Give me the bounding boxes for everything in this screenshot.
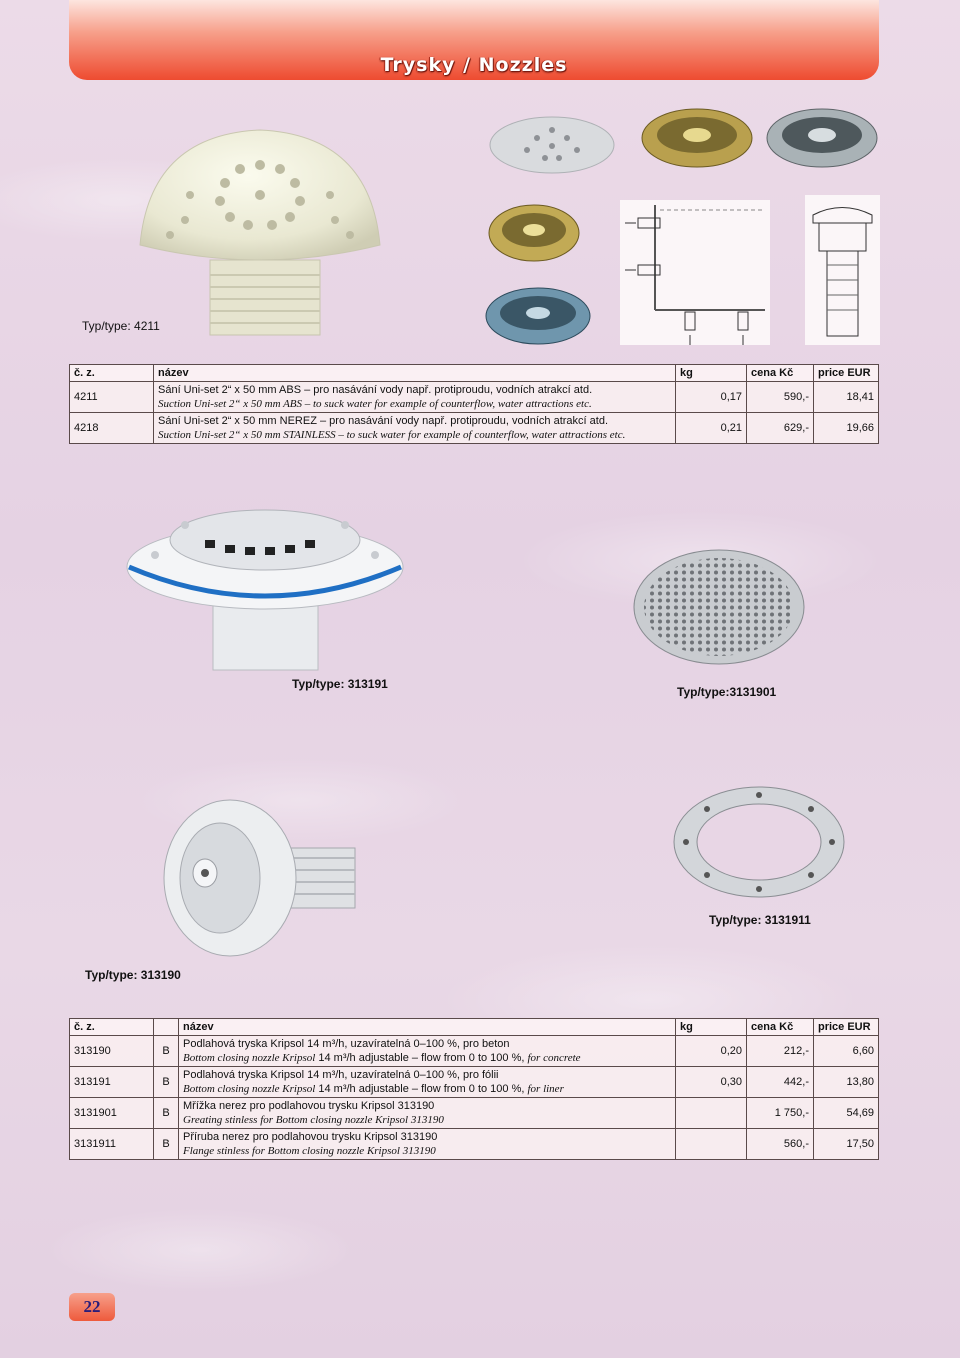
col-price-eur: price EUR bbox=[814, 1019, 879, 1036]
col-flag bbox=[154, 1019, 179, 1036]
table-row bbox=[70, 1098, 879, 1129]
description-en: Suction Uni-set 2“ x 50 mm ABS – to suck water for example of counterflow, water attractions etc. bbox=[158, 398, 592, 410]
cell-price-eur: 19,66 bbox=[814, 413, 879, 444]
cell-code: 4211 bbox=[70, 382, 154, 413]
cell-code: 313190 bbox=[70, 1036, 154, 1067]
description-en: Flange stinless for Bottom closing nozzle Kripsol 313190 bbox=[183, 1145, 436, 1157]
cell-price-czk: 442,- bbox=[747, 1067, 814, 1098]
col-code: č. z. bbox=[70, 1019, 154, 1036]
cell-price-czk: 212,- bbox=[747, 1036, 814, 1067]
technical-drawing-install bbox=[620, 200, 770, 345]
description-cz: Sání Uni-set 2“ x 50 mm NEREZ – pro nasávání vody např. protiproudu, vodních atrakcí atd. bbox=[158, 415, 608, 427]
col-kg: kg bbox=[676, 365, 747, 382]
cell-flag: B bbox=[154, 1098, 179, 1129]
product-image-3131911 bbox=[672, 785, 847, 900]
description-en-b: 14 m³/h adjustable – flow from 0 to 100 %, bbox=[315, 1052, 528, 1064]
product-table-bottom-nozzles bbox=[69, 1018, 879, 1160]
cell-code: 3131911 bbox=[70, 1129, 154, 1160]
table-row bbox=[70, 1036, 879, 1067]
product-image-cap-brass bbox=[640, 105, 755, 170]
cell-price-czk: 629,- bbox=[747, 413, 814, 444]
cell-description bbox=[179, 1098, 676, 1129]
col-price-eur: price EUR bbox=[814, 365, 879, 382]
description-en-b: 14 m³/h adjustable – flow from 0 to 100 %, bbox=[315, 1083, 528, 1095]
description-cz: Podlahová tryska Kripsol 14 m³/h, uzavíratelná 0–100 %, pro beton bbox=[183, 1038, 510, 1050]
cell-description bbox=[179, 1036, 676, 1067]
table-row bbox=[70, 382, 879, 413]
cell-kg: 0,20 bbox=[676, 1036, 747, 1067]
description-en: Suction Uni-set 2“ x 50 mm STAINLESS – to suck water for example of counterflow, water attractions etc. bbox=[158, 429, 626, 441]
product-image-cap-brass-2 bbox=[487, 200, 582, 265]
cell-price-eur: 6,60 bbox=[814, 1036, 879, 1067]
description-en-c: for liner bbox=[527, 1083, 564, 1095]
description-en-a: Bottom closing nozzle Kripsol bbox=[183, 1052, 316, 1064]
table-header-row bbox=[70, 1019, 879, 1036]
cell-kg: 0,21 bbox=[676, 413, 747, 444]
cell-kg bbox=[676, 1129, 747, 1160]
cell-price-czk: 1 750,- bbox=[747, 1098, 814, 1129]
description-en bbox=[183, 1082, 671, 1096]
cell-code: 4218 bbox=[70, 413, 154, 444]
product-image-313191 bbox=[125, 495, 410, 675]
col-code: č. z. bbox=[70, 365, 154, 382]
cell-flag: B bbox=[154, 1036, 179, 1067]
cell-description bbox=[154, 382, 676, 413]
cell-price-eur: 13,80 bbox=[814, 1067, 879, 1098]
product-image-cap-steel bbox=[765, 105, 880, 170]
cell-flag: B bbox=[154, 1067, 179, 1098]
label-type-3131901: Typ/type:3131901 bbox=[677, 685, 777, 699]
cell-price-eur: 54,69 bbox=[814, 1098, 879, 1129]
col-price-czk: cena Kč bbox=[747, 365, 814, 382]
table-row bbox=[70, 1129, 879, 1160]
product-image-4211 bbox=[130, 125, 390, 340]
cell-price-czk: 590,- bbox=[747, 382, 814, 413]
cell-kg bbox=[676, 1098, 747, 1129]
table-header-row bbox=[70, 365, 879, 382]
description-cz: Příruba nerez pro podlahovou trysku Kripsol 313190 bbox=[183, 1131, 438, 1143]
col-kg: kg bbox=[676, 1019, 747, 1036]
cell-description bbox=[179, 1129, 676, 1160]
col-price-czk: cena Kč bbox=[747, 1019, 814, 1036]
cell-price-eur: 18,41 bbox=[814, 382, 879, 413]
description-en-a: Bottom closing nozzle Kripsol bbox=[183, 1083, 316, 1095]
product-image-313190 bbox=[160, 798, 360, 960]
label-type-3131911: Typ/type: 3131911 bbox=[709, 913, 811, 927]
table-row bbox=[70, 1067, 879, 1098]
page-number: 22 bbox=[69, 1293, 115, 1321]
product-table-suction bbox=[69, 364, 879, 444]
description-cz: Podlahová tryska Kripsol 14 m³/h, uzavíratelná 0–100 %, pro fólii bbox=[183, 1069, 499, 1081]
description-en-c: for concrete bbox=[527, 1052, 581, 1064]
description-cz: Sání Uni-set 2“ x 50 mm ABS – pro nasávání vody např. protiproudu, vodních atrakcí atd. bbox=[158, 384, 593, 396]
description-cz: Mřížka nerez pro podlahovou trysku Kripsol 313190 bbox=[183, 1100, 435, 1112]
description-en: Greating stinless for Bottom closing nozzle Kripsol 313190 bbox=[183, 1114, 444, 1126]
product-image-cap-blue-steel bbox=[483, 283, 593, 348]
cell-kg: 0,30 bbox=[676, 1067, 747, 1098]
product-image-3131901 bbox=[632, 548, 807, 666]
label-type-313191: Typ/type: 313191 bbox=[292, 677, 388, 691]
cell-code: 313191 bbox=[70, 1067, 154, 1098]
description-en bbox=[183, 1051, 671, 1065]
cell-price-czk: 560,- bbox=[747, 1129, 814, 1160]
col-name: název bbox=[154, 365, 676, 382]
col-name: název bbox=[179, 1019, 676, 1036]
product-image-cap-white bbox=[487, 110, 617, 175]
page-header bbox=[69, 0, 879, 80]
cell-code: 3131901 bbox=[70, 1098, 154, 1129]
page-title: Trysky / Nozzles bbox=[380, 54, 568, 76]
label-type-313190: Typ/type: 313190 bbox=[85, 968, 181, 982]
cell-price-eur: 17,50 bbox=[814, 1129, 879, 1160]
technical-drawing-section bbox=[805, 195, 880, 345]
cell-description bbox=[179, 1067, 676, 1098]
cell-description bbox=[154, 413, 676, 444]
cell-flag: B bbox=[154, 1129, 179, 1160]
cell-kg: 0,17 bbox=[676, 382, 747, 413]
label-type-4211: Typ/type: 4211 bbox=[82, 319, 160, 333]
table-row bbox=[70, 413, 879, 444]
